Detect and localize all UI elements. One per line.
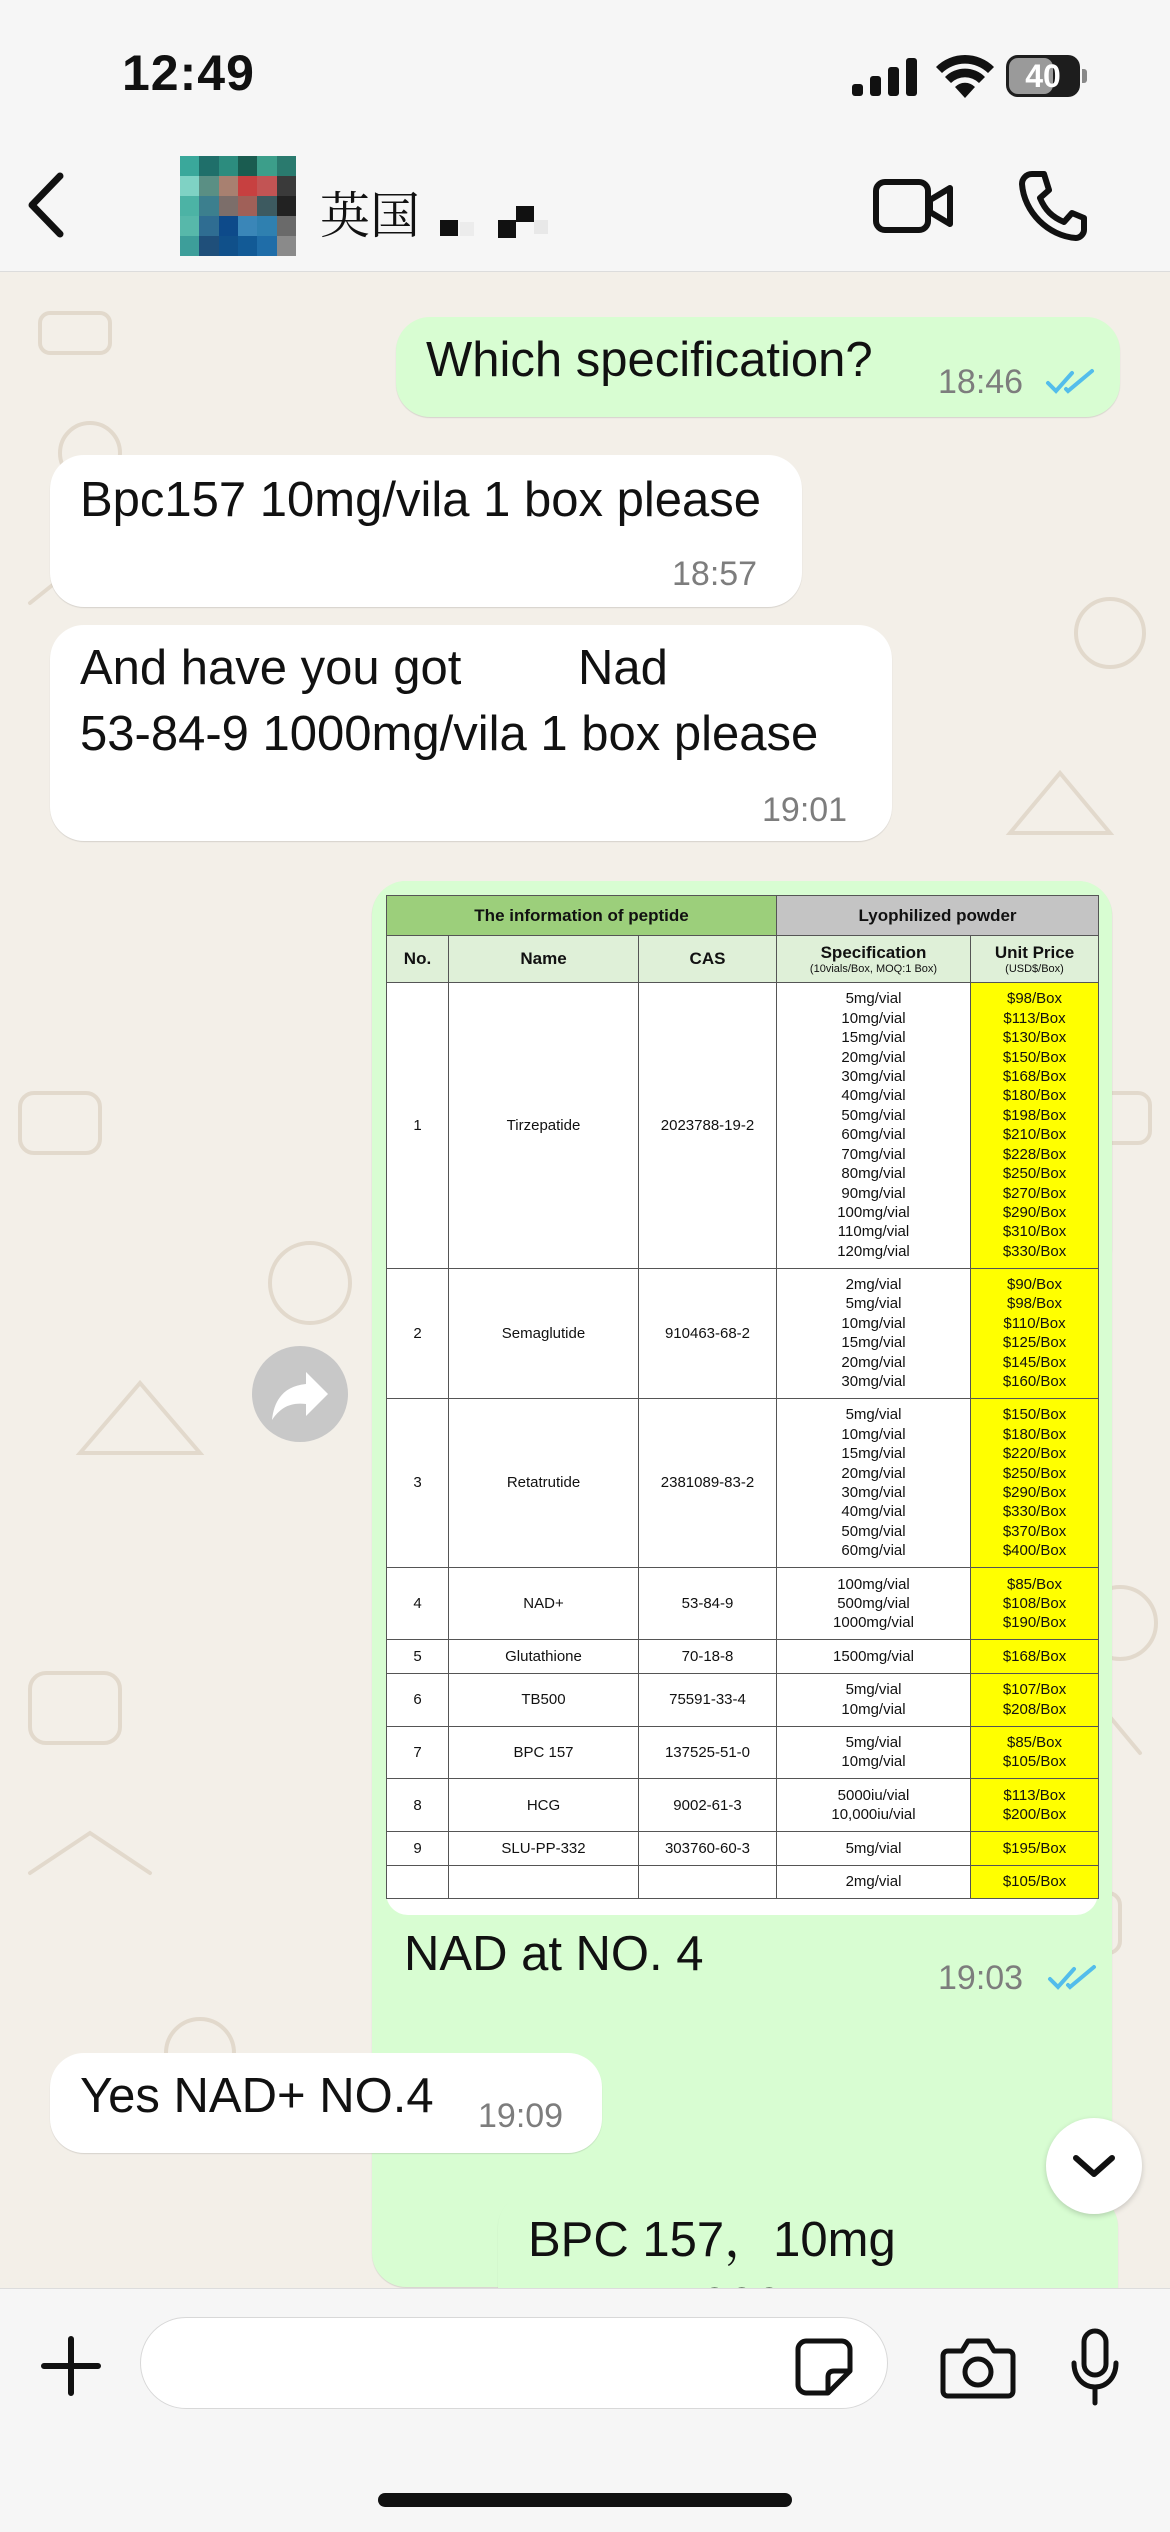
chat-area[interactable] bbox=[0, 273, 1170, 2288]
table-cell-cas: 9002-61-3 bbox=[639, 1779, 777, 1832]
sticker-icon[interactable] bbox=[794, 2337, 854, 2397]
table-cell-no: 7 bbox=[387, 1726, 449, 1779]
message-text: Yes NAD+ NO.4 bbox=[80, 2069, 434, 2123]
redacted-name-mosaic bbox=[440, 196, 550, 240]
read-receipt-icon bbox=[1046, 367, 1096, 397]
table-cell-cas: 75591-33-4 bbox=[639, 1673, 777, 1726]
message-input[interactable] bbox=[140, 2317, 888, 2409]
column-header: No. bbox=[387, 936, 449, 983]
column-header: Name bbox=[449, 936, 639, 983]
column-header bbox=[777, 936, 971, 983]
table-row bbox=[387, 1640, 1099, 1673]
table-cell-name: Glutathione bbox=[449, 1640, 639, 1673]
back-chevron-icon[interactable] bbox=[20, 170, 76, 240]
table-cell-cas: 53-84-9 bbox=[639, 1568, 777, 1640]
column-header: CAS bbox=[639, 936, 777, 983]
price-table-image[interactable] bbox=[386, 895, 1098, 1915]
table-cell-no: 4 bbox=[387, 1568, 449, 1640]
contact-name[interactable]: 英国 bbox=[320, 187, 420, 245]
battery-icon bbox=[1006, 55, 1088, 97]
table-row bbox=[387, 1568, 1099, 1640]
message-incoming[interactable] bbox=[50, 625, 892, 841]
table-row bbox=[387, 1726, 1099, 1779]
forward-button[interactable] bbox=[252, 1346, 348, 1442]
table-row bbox=[387, 1865, 1099, 1898]
home-indicator bbox=[378, 2493, 792, 2507]
table-cell-spec: 1500mg/vial bbox=[777, 1640, 971, 1673]
microphone-icon[interactable] bbox=[1068, 2327, 1122, 2407]
table-cell-price: $90/Box $98/Box $110/Box $125/Box $145/Box $160/Box bbox=[971, 1268, 1099, 1398]
camera-icon[interactable] bbox=[940, 2335, 1016, 2399]
table-cell-no: 8 bbox=[387, 1779, 449, 1832]
message-text-line2: 53-84-9 1000mg/vila 1 box please bbox=[80, 707, 819, 761]
message-time: 19:09 bbox=[478, 2097, 564, 2135]
table-group-header: Lyophilized powder bbox=[777, 896, 1099, 936]
chat-header bbox=[0, 140, 1170, 272]
message-text-line1: BPC 157，10mg bbox=[528, 2213, 896, 2267]
table-cell-no: 9 bbox=[387, 1832, 449, 1865]
table-row bbox=[387, 983, 1099, 1269]
table-cell-name: TB500 bbox=[449, 1673, 639, 1726]
table-cell-cas: 303760-60-3 bbox=[639, 1832, 777, 1865]
table-cell-name: NAD+ bbox=[449, 1568, 639, 1640]
price-table bbox=[386, 895, 1099, 1899]
table-row bbox=[387, 1832, 1099, 1865]
plus-icon[interactable] bbox=[38, 2333, 104, 2399]
table-row bbox=[387, 1779, 1099, 1832]
table-cell-name: HCG bbox=[449, 1779, 639, 1832]
table-cell-cas: 2023788-19-2 bbox=[639, 983, 777, 1269]
table-cell-price: $150/Box $180/Box $220/Box $250/Box $290/Box $330/Box $370/Box $400/Box bbox=[971, 1398, 1099, 1567]
table-cell-no: 3 bbox=[387, 1398, 449, 1567]
table-cell-price: $168/Box bbox=[971, 1640, 1099, 1673]
table-cell-name: BPC 157 bbox=[449, 1726, 639, 1779]
table-cell-price: $98/Box $113/Box $130/Box $150/Box $168/Box $180/Box $198/Box $210/Box $228/Box $250/Box $270/Box $290/Box $310/Box $330/Box bbox=[971, 983, 1099, 1269]
table-row bbox=[387, 1268, 1099, 1398]
message-time: 19:01 bbox=[762, 791, 848, 829]
message-time: 19:03 bbox=[938, 1959, 1024, 1997]
table-cell-spec: 2mg/vial bbox=[777, 1865, 971, 1898]
column-header-title: Unit Price bbox=[994, 943, 1075, 962]
message-incoming[interactable] bbox=[50, 455, 802, 607]
message-outgoing[interactable] bbox=[396, 317, 1120, 417]
table-cell-spec: 5mg/vial bbox=[777, 1832, 971, 1865]
table-cell-price: $195/Box bbox=[971, 1832, 1099, 1865]
status-time: 12:49 bbox=[122, 45, 255, 101]
column-header-note: (10vials/Box, MOQ:1 Box) bbox=[809, 963, 938, 975]
table-cell-cas: 70-18-8 bbox=[639, 1640, 777, 1673]
table-cell-no: 2 bbox=[387, 1268, 449, 1398]
table-cell-no: 5 bbox=[387, 1640, 449, 1673]
message-time: 18:57 bbox=[672, 555, 758, 593]
table-cell-cas bbox=[639, 1865, 777, 1898]
table-cell-cas: 2381089-83-2 bbox=[639, 1398, 777, 1567]
table-cell-price: $85/Box $105/Box bbox=[971, 1726, 1099, 1779]
table-cell-name: Semaglutide bbox=[449, 1268, 639, 1398]
video-call-icon[interactable] bbox=[872, 178, 954, 234]
table-cell-cas: 910463-68-2 bbox=[639, 1268, 777, 1398]
column-header-note: (USD$/Box) bbox=[1005, 963, 1064, 975]
column-header bbox=[971, 936, 1099, 983]
table-cell-spec: 5mg/vial 10mg/vial bbox=[777, 1726, 971, 1779]
table-cell-price: $105/Box bbox=[971, 1865, 1099, 1898]
column-header-title: Specification bbox=[820, 943, 927, 962]
table-cell-spec: 100mg/vial 500mg/vial 1000mg/vial bbox=[777, 1568, 971, 1640]
avatar[interactable] bbox=[180, 156, 296, 256]
scroll-to-bottom-button[interactable] bbox=[1046, 2118, 1142, 2214]
table-row bbox=[387, 1673, 1099, 1726]
table-cell-price: $113/Box $200/Box bbox=[971, 1779, 1099, 1832]
status-bar bbox=[0, 0, 1170, 140]
table-cell-name: Tirzepatide bbox=[449, 983, 639, 1269]
composer-bar bbox=[0, 2288, 1170, 2532]
message-incoming[interactable] bbox=[50, 2053, 602, 2153]
table-cell-name: Retatrutide bbox=[449, 1398, 639, 1567]
table-cell-price: $107/Box $208/Box bbox=[971, 1673, 1099, 1726]
table-cell-spec: 5000iu/vial 10,000iu/vial bbox=[777, 1779, 971, 1832]
table-cell-cas: 137525-51-0 bbox=[639, 1726, 777, 1779]
message-text: Bpc157 10mg/vila 1 box please bbox=[80, 473, 761, 527]
message-text-line1-part2: Nad bbox=[578, 641, 668, 695]
image-caption: NAD at NO. 4 bbox=[404, 1927, 704, 1981]
table-group-header: The information of peptide bbox=[387, 896, 777, 936]
forward-arrow-icon bbox=[252, 1346, 348, 1442]
table-row bbox=[387, 1398, 1099, 1567]
table-cell-price: $85/Box $108/Box $190/Box bbox=[971, 1568, 1099, 1640]
battery-percent: 40 bbox=[1025, 58, 1061, 94]
table-cell-no: 1 bbox=[387, 983, 449, 1269]
message-text: Which specification? bbox=[426, 333, 873, 387]
message-text-line1-part1: And have you got bbox=[80, 641, 462, 695]
voice-call-icon[interactable] bbox=[1018, 170, 1086, 242]
table-cell-name bbox=[449, 1865, 639, 1898]
wifi-icon bbox=[936, 54, 994, 98]
table-cell-no: 6 bbox=[387, 1673, 449, 1726]
table-cell-spec: 5mg/vial 10mg/vial 15mg/vial 20mg/vial 30mg/vial 40mg/vial 50mg/vial 60mg/vial bbox=[777, 1398, 971, 1567]
chevron-down-icon bbox=[1046, 2118, 1142, 2214]
table-cell-no bbox=[387, 1865, 449, 1898]
message-time: 18:46 bbox=[938, 363, 1024, 401]
table-cell-name: SLU-PP-332 bbox=[449, 1832, 639, 1865]
table-cell-spec: 2mg/vial 5mg/vial 10mg/vial 15mg/vial 20mg/vial 30mg/vial bbox=[777, 1268, 971, 1398]
read-receipt-icon bbox=[1048, 1963, 1098, 1993]
cellular-signal-icon bbox=[852, 58, 918, 96]
table-cell-spec: 5mg/vial 10mg/vial bbox=[777, 1673, 971, 1726]
table-cell-spec: 5mg/vial 10mg/vial 15mg/vial 20mg/vial 30mg/vial 40mg/vial 50mg/vial 60mg/vial 70mg/vial 80mg/vial 90mg/vial 100mg/vial 110mg/vial 120mg/vial bbox=[777, 983, 971, 1269]
